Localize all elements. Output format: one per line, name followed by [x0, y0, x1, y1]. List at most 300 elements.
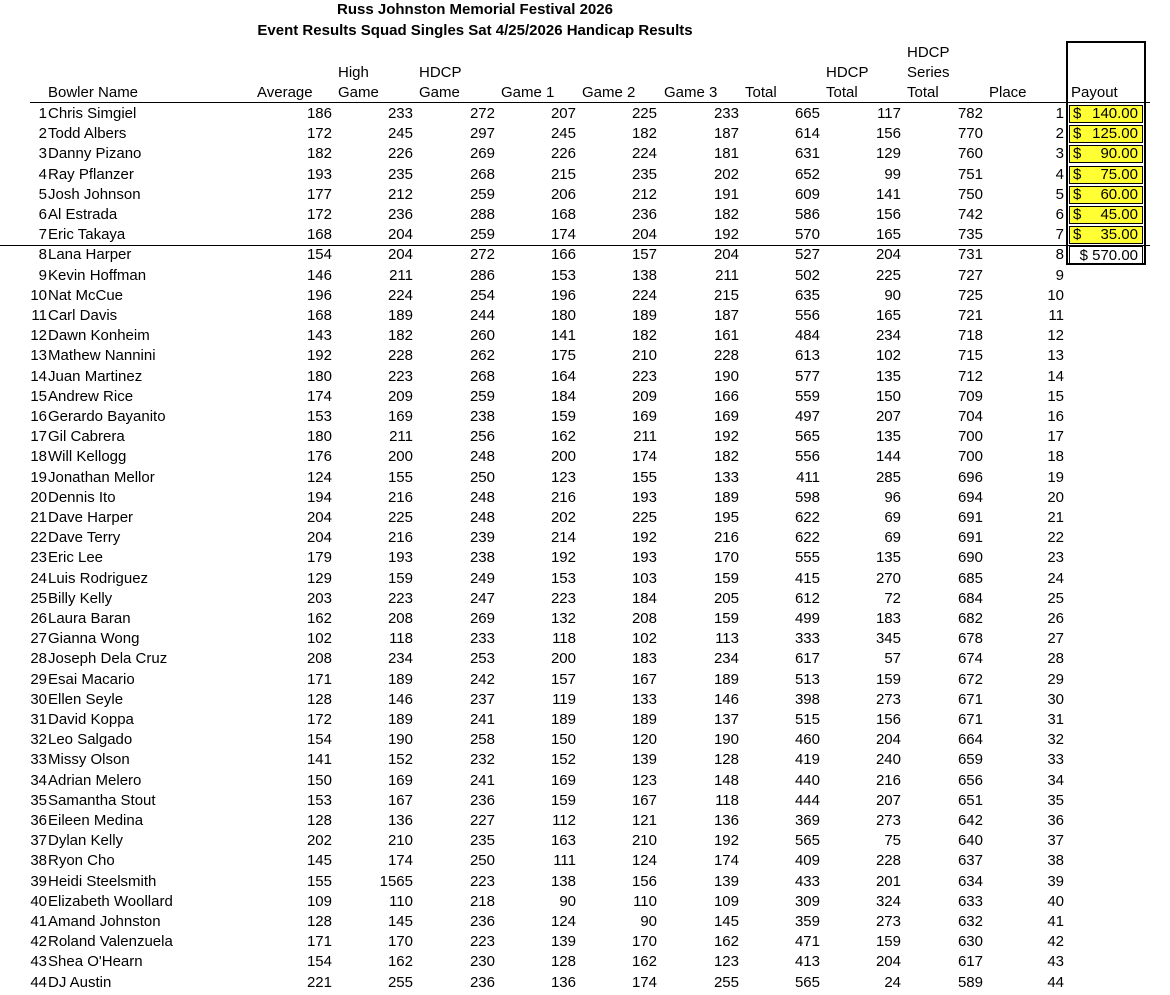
cell-game-2: 209 — [631, 387, 657, 405]
cell-game-2: 139 — [631, 751, 657, 769]
cell-game-1: 139 — [550, 933, 576, 951]
payout-cell — [1069, 145, 1143, 163]
table-row — [0, 589, 1150, 609]
cell-hdcp-series-total: 709 — [957, 387, 983, 405]
cell-game-1: 180 — [550, 307, 576, 324]
cell-place: 5 — [1055, 185, 1064, 203]
cell-total: 499 — [794, 610, 820, 627]
cell-game-1: 128 — [550, 953, 576, 971]
cell-game-1: 168 — [550, 206, 576, 223]
cell-game-1: 118 — [552, 630, 576, 648]
cell-game-3: 255 — [713, 973, 739, 991]
cell-total: 652 — [794, 165, 820, 183]
cell-total: 411 — [796, 468, 820, 486]
cell-total: 413 — [794, 953, 820, 971]
cell-hdcp-game: 259 — [469, 387, 495, 405]
table-row — [0, 609, 1150, 629]
cell-high-game: 235 — [387, 165, 413, 183]
cell-hdcp-series-total: 684 — [957, 589, 983, 607]
cell-bowler-name: Gianna Wong — [48, 630, 140, 648]
cell-bowler-name: Will Kellogg — [48, 448, 127, 466]
cell-hdcp-total: 90 — [884, 286, 901, 304]
cell-game-2: 192 — [631, 529, 657, 547]
cell-bowler-name: Adrian Melero — [48, 771, 142, 789]
header-hdcp-game-2: Game — [419, 84, 460, 101]
table-row — [0, 104, 1150, 124]
cell-hdcp-total: 204 — [875, 953, 901, 971]
cell-hdcp-game: 218 — [469, 892, 495, 910]
cell-bowler-name: Eileen Medina — [48, 812, 144, 829]
cell-average: 154 — [306, 246, 332, 264]
cell-game-2: 121 — [631, 812, 657, 829]
cell-hdcp-total: 96 — [884, 488, 901, 506]
cell-bowler-name: Lana Harper — [48, 246, 132, 264]
cell-hdcp-total: 156 — [875, 125, 901, 143]
cell-hdcp-series-total: 770 — [957, 125, 983, 143]
cell-high-game: 170 — [387, 933, 413, 951]
cell-game-1: 200 — [550, 448, 576, 466]
table-row — [0, 811, 1150, 831]
cell-place: 13 — [1047, 347, 1064, 365]
cell-hdcp-game: 236 — [469, 791, 495, 809]
cell-row-number: 40 — [30, 892, 47, 910]
cell-hdcp-total: 24 — [884, 973, 901, 991]
cell-game-1: 132 — [550, 610, 576, 627]
cell-hdcp-total: 285 — [875, 468, 901, 486]
cell-total: 559 — [794, 387, 820, 405]
cell-hdcp-series-total: 690 — [957, 549, 983, 567]
cell-place: 7 — [1055, 226, 1064, 244]
cell-row-number: 9 — [38, 266, 47, 284]
cell-hdcp-series-total: 633 — [957, 892, 983, 910]
cell-game-2: 110 — [633, 892, 657, 910]
cell-game-2: 235 — [631, 165, 657, 183]
cell-row-number: 29 — [30, 670, 47, 688]
cell-high-game: 223 — [387, 589, 413, 607]
cell-high-game: 174 — [387, 852, 413, 870]
cell-high-game: 189 — [387, 307, 413, 324]
cell-high-game: 255 — [387, 973, 413, 991]
cell-hdcp-game: 262 — [469, 347, 495, 365]
cell-total: 502 — [794, 266, 820, 284]
cell-game-2: 224 — [631, 286, 657, 304]
cell-game-1: 112 — [552, 812, 576, 829]
cell-high-game: 226 — [387, 145, 413, 163]
cell-game-2: 90 — [640, 913, 657, 930]
table-row — [0, 548, 1150, 568]
cell-game-3: 123 — [713, 953, 739, 971]
cell-hdcp-series-total: 731 — [957, 246, 983, 264]
table-row — [0, 831, 1150, 851]
cell-game-1: 166 — [550, 246, 576, 264]
cell-game-1: 136 — [550, 973, 576, 991]
cell-game-2: 167 — [631, 791, 657, 809]
table-row — [0, 427, 1150, 447]
cell-average: 124 — [306, 468, 332, 486]
cell-row-number: 34 — [30, 771, 47, 789]
payout-amount: 60.00 — [1100, 185, 1138, 203]
cell-hdcp-game: 272 — [469, 105, 495, 122]
cell-row-number: 26 — [30, 610, 47, 627]
cell-hdcp-series-total: 651 — [957, 791, 983, 809]
cell-place: 14 — [1047, 367, 1064, 385]
cell-game-3: 162 — [713, 933, 739, 951]
cell-hdcp-total: 201 — [875, 872, 901, 890]
cell-hdcp-total: 204 — [875, 731, 901, 749]
table-row — [0, 771, 1150, 791]
cell-row-number: 5 — [38, 185, 47, 203]
cell-hdcp-series-total: 617 — [957, 953, 983, 971]
cell-bowler-name: Nat McCue — [48, 286, 124, 304]
cell-total: 527 — [794, 246, 820, 264]
cell-place: 15 — [1047, 387, 1064, 405]
cell-game-1: 163 — [550, 832, 576, 850]
cell-high-game: 167 — [387, 791, 413, 809]
currency-symbol: $ — [1073, 206, 1082, 223]
cell-row-number: 25 — [30, 589, 47, 607]
cell-hdcp-total: 207 — [875, 791, 901, 809]
cell-hdcp-game: 235 — [469, 832, 495, 850]
cell-average: 162 — [306, 610, 332, 627]
cell-game-1: 111 — [553, 852, 576, 870]
cell-bowler-name: Joseph Dela Cruz — [48, 650, 168, 668]
cell-game-2: 223 — [631, 367, 657, 385]
cell-average: 193 — [306, 165, 332, 183]
header-game-3: Game 3 — [664, 84, 718, 101]
cell-high-game: 211 — [389, 428, 413, 446]
cell-bowler-name: Ray Pflanzer — [48, 165, 134, 183]
cell-row-number: 11 — [31, 307, 47, 324]
table-row — [0, 912, 1150, 932]
cell-total: 598 — [794, 488, 820, 506]
cell-high-game: 152 — [387, 751, 413, 769]
cell-game-3: 187 — [713, 307, 739, 324]
cell-hdcp-series-total: 632 — [957, 913, 983, 930]
cell-game-3: 139 — [713, 872, 739, 890]
cell-total: 617 — [794, 650, 820, 668]
cell-high-game: 208 — [387, 610, 413, 627]
table-row — [0, 306, 1150, 326]
cell-bowler-name: Billy Kelly — [48, 589, 113, 607]
cell-hdcp-total: 207 — [875, 408, 901, 425]
cell-hdcp-total: 159 — [875, 670, 901, 688]
cell-average: 155 — [306, 872, 332, 890]
cell-game-1: 214 — [550, 529, 576, 547]
header-place: Place — [989, 84, 1027, 101]
cell-hdcp-game: 272 — [469, 246, 495, 264]
cell-bowler-name: Dennis Ito — [48, 488, 116, 506]
cell-game-3: 233 — [713, 105, 739, 122]
cell-total: 419 — [794, 751, 820, 769]
cell-place: 17 — [1047, 428, 1064, 446]
cell-game-1: 215 — [550, 165, 576, 183]
cell-game-2: 133 — [631, 690, 657, 708]
cell-game-3: 205 — [713, 589, 739, 607]
table-row — [0, 367, 1150, 387]
cell-average: 194 — [306, 488, 332, 506]
cell-game-1: 169 — [550, 771, 576, 789]
cell-hdcp-series-total: 671 — [957, 711, 983, 728]
cell-place: 42 — [1047, 933, 1064, 951]
cell-high-game: 190 — [387, 731, 413, 749]
cell-place: 4 — [1055, 165, 1064, 183]
table-row — [0, 447, 1150, 467]
cell-place: 28 — [1047, 650, 1064, 668]
cell-game-3: 109 — [713, 892, 739, 910]
cell-total: 484 — [794, 327, 820, 345]
cell-place: 30 — [1047, 690, 1064, 708]
cell-hdcp-total: 165 — [875, 226, 901, 244]
cell-hdcp-total: 69 — [884, 529, 901, 547]
cell-bowler-name: DJ Austin — [48, 973, 112, 991]
cell-game-2: 208 — [631, 610, 657, 627]
cell-hdcp-series-total: 742 — [957, 206, 983, 223]
cell-row-number: 27 — [30, 630, 47, 648]
cell-average: 171 — [306, 670, 332, 688]
cell-game-1: 153 — [550, 266, 576, 284]
cell-hdcp-game: 250 — [469, 468, 495, 486]
cell-row-number: 21 — [30, 509, 47, 526]
cell-hdcp-game: 233 — [469, 630, 495, 648]
cell-game-3: 133 — [713, 468, 739, 486]
cell-high-game: 189 — [387, 670, 413, 688]
payout-amount: 90.00 — [1100, 145, 1138, 163]
cell-hdcp-game: 236 — [469, 913, 495, 930]
cell-average: 129 — [306, 569, 332, 587]
cell-place: 29 — [1047, 670, 1064, 688]
table-row — [0, 851, 1150, 871]
cell-row-number: 7 — [38, 226, 47, 244]
cell-game-3: 174 — [713, 852, 739, 870]
cell-game-2: 174 — [631, 973, 657, 991]
cell-game-1: 216 — [550, 488, 576, 506]
cell-hdcp-game: 254 — [469, 286, 495, 304]
cell-high-game: 223 — [387, 367, 413, 385]
cell-high-game: 209 — [387, 387, 413, 405]
cell-game-3: 202 — [713, 165, 739, 183]
table-row — [0, 387, 1150, 407]
payout-cell — [1069, 125, 1143, 143]
table-row — [0, 730, 1150, 750]
cell-row-number: 15 — [30, 387, 47, 405]
table-row — [0, 932, 1150, 952]
cell-hdcp-game: 237 — [469, 690, 495, 708]
cell-hdcp-game: 242 — [469, 670, 495, 688]
cell-hdcp-series-total: 718 — [957, 327, 983, 345]
cell-game-2: 170 — [631, 933, 657, 951]
header-divider — [30, 102, 1150, 103]
cell-average: 153 — [306, 408, 332, 425]
cell-row-number: 42 — [30, 933, 47, 951]
cell-average: 192 — [306, 347, 332, 365]
cell-game-1: 123 — [550, 468, 576, 486]
cell-bowler-name: Esai Macario — [48, 670, 135, 688]
cell-game-3: 113 — [715, 630, 739, 648]
cell-hdcp-game: 241 — [469, 711, 495, 728]
table-row — [0, 670, 1150, 690]
cell-hdcp-total: 216 — [875, 771, 901, 789]
table-row — [0, 791, 1150, 811]
cell-hdcp-game: 230 — [469, 953, 495, 971]
cell-game-1: 192 — [550, 549, 576, 567]
payout-cell — [1069, 105, 1143, 123]
header-payout: Payout — [1071, 84, 1118, 101]
cell-total: 515 — [794, 711, 820, 728]
cell-bowler-name: Danny Pizano — [48, 145, 142, 163]
cell-hdcp-series-total: 671 — [957, 690, 983, 708]
cell-average: 154 — [306, 731, 332, 749]
cell-hdcp-game: 259 — [469, 226, 495, 244]
cell-high-game: 182 — [387, 327, 413, 345]
cell-hdcp-total: 156 — [875, 711, 901, 728]
cell-row-number: 33 — [30, 751, 47, 769]
cell-row-number: 23 — [30, 549, 47, 567]
cell-game-1: 174 — [550, 226, 576, 244]
cell-game-3: 191 — [713, 185, 739, 203]
cell-average: 128 — [306, 913, 332, 930]
cell-game-2: 174 — [631, 448, 657, 466]
cell-row-number: 24 — [30, 569, 47, 587]
cell-total: 359 — [794, 913, 820, 930]
cell-game-1: 207 — [550, 105, 576, 122]
cell-place: 26 — [1047, 610, 1064, 627]
cell-row-number: 1 — [38, 105, 47, 122]
cell-place: 40 — [1047, 892, 1064, 910]
cell-average: 176 — [306, 448, 332, 466]
cell-bowler-name: Juan Martinez — [48, 367, 143, 385]
cell-average: 145 — [306, 852, 332, 870]
cell-high-game: 233 — [387, 105, 413, 122]
cell-hdcp-game: 241 — [469, 771, 495, 789]
cell-hdcp-game: 223 — [469, 933, 495, 951]
cell-hdcp-series-total: 685 — [957, 569, 983, 587]
cell-game-1: 202 — [550, 509, 576, 526]
cell-hdcp-total: 99 — [884, 165, 901, 183]
cell-high-game: 211 — [389, 266, 413, 284]
cell-place: 9 — [1055, 266, 1064, 284]
cell-row-number: 17 — [30, 428, 47, 446]
payout-cell — [1069, 166, 1143, 184]
cell-average: 128 — [306, 812, 332, 829]
cell-hdcp-series-total: 725 — [957, 286, 983, 304]
cell-hdcp-series-total: 760 — [957, 145, 983, 163]
cell-hdcp-game: 244 — [469, 307, 495, 324]
cell-game-2: 155 — [631, 468, 657, 486]
cell-hdcp-game: 232 — [469, 751, 495, 769]
cell-game-2: 224 — [631, 145, 657, 163]
cell-game-3: 161 — [713, 327, 739, 345]
cell-game-2: 189 — [631, 307, 657, 324]
payout-amount: 45.00 — [1100, 206, 1138, 223]
cell-hdcp-game: 223 — [469, 872, 495, 890]
cell-high-game: 169 — [387, 408, 413, 425]
cell-place: 3 — [1055, 145, 1064, 163]
cell-game-3: 166 — [713, 387, 739, 405]
cell-bowler-name: Heidi Steelsmith — [48, 872, 157, 890]
cell-hdcp-total: 204 — [875, 246, 901, 264]
header-hdcp-game-1: HDCP — [419, 64, 462, 81]
cell-bowler-name: Josh Johnson — [48, 185, 141, 203]
cell-hdcp-game: 259 — [469, 185, 495, 203]
cell-average: 168 — [306, 226, 332, 244]
cell-game-1: 206 — [550, 185, 576, 203]
cell-hdcp-game: 258 — [469, 731, 495, 749]
cell-total: 609 — [794, 185, 820, 203]
cell-place: 43 — [1047, 953, 1064, 971]
table-row — [0, 892, 1150, 912]
cell-bowler-name: Carl Davis — [48, 307, 118, 324]
cell-total: 415 — [794, 569, 820, 587]
cell-bowler-name: Leo Salgado — [48, 731, 133, 749]
cell-average: 202 — [306, 832, 332, 850]
cell-row-number: 20 — [30, 488, 47, 506]
cell-hdcp-series-total: 750 — [957, 185, 983, 203]
cell-bowler-name: Amand Johnston — [48, 913, 161, 930]
cell-hdcp-game: 250 — [469, 852, 495, 870]
cell-game-2: 189 — [631, 711, 657, 728]
cell-hdcp-game: 248 — [469, 488, 495, 506]
cell-total: 622 — [794, 529, 820, 547]
cell-place: 36 — [1047, 812, 1064, 829]
cell-hdcp-game: 269 — [469, 610, 495, 627]
cell-game-2: 124 — [631, 852, 657, 870]
table-row — [0, 528, 1150, 548]
header-bowler-name: Bowler Name — [48, 84, 139, 101]
cell-bowler-name: Gerardo Bayanito — [48, 408, 166, 425]
cell-game-2: 212 — [631, 185, 657, 203]
currency-symbol: $ — [1073, 165, 1082, 183]
table-row — [0, 872, 1150, 892]
header-hdcp-total-2: Total — [826, 84, 858, 101]
cell-bowler-name: Jonathan Mellor — [48, 468, 155, 486]
cell-high-game: 136 — [387, 812, 413, 829]
cell-bowler-name: Dylan Kelly — [48, 832, 124, 850]
cell-average: 172 — [306, 206, 332, 223]
cell-high-game: 245 — [387, 125, 413, 143]
cell-place: 8 — [1055, 246, 1064, 264]
cell-game-1: 189 — [550, 711, 576, 728]
cell-game-2: 184 — [631, 589, 657, 607]
header-series-2: Series — [907, 64, 950, 81]
cell-bowler-name: Laura Baran — [48, 610, 131, 627]
cell-game-3: 216 — [713, 529, 739, 547]
header-total: Total — [745, 84, 777, 101]
cell-place: 16 — [1047, 408, 1064, 425]
cell-hdcp-game: 268 — [469, 367, 495, 385]
cell-high-game: 212 — [387, 185, 413, 203]
cell-game-3: 136 — [713, 812, 739, 829]
header-average: Average — [257, 84, 313, 101]
cell-place: 19 — [1047, 468, 1064, 486]
table-row — [0, 952, 1150, 972]
cell-high-game: 200 — [387, 448, 413, 466]
cell-place: 23 — [1047, 549, 1064, 567]
cell-average: 143 — [306, 327, 332, 345]
cell-game-2: 193 — [631, 549, 657, 567]
cell-hdcp-total: 234 — [875, 327, 901, 345]
cell-hdcp-series-total: 659 — [957, 751, 983, 769]
cell-hdcp-series-total: 640 — [957, 832, 983, 850]
cell-place: 44 — [1047, 973, 1064, 991]
cell-game-3: 169 — [713, 408, 739, 425]
cell-high-game: 162 — [387, 953, 413, 971]
header-high-2: Game — [338, 84, 379, 101]
cell-place: 32 — [1047, 731, 1064, 749]
cell-game-3: 182 — [713, 448, 739, 466]
cell-game-2: 157 — [631, 246, 657, 264]
cell-hdcp-game: 236 — [469, 973, 495, 991]
cell-game-1: 184 — [550, 387, 576, 405]
